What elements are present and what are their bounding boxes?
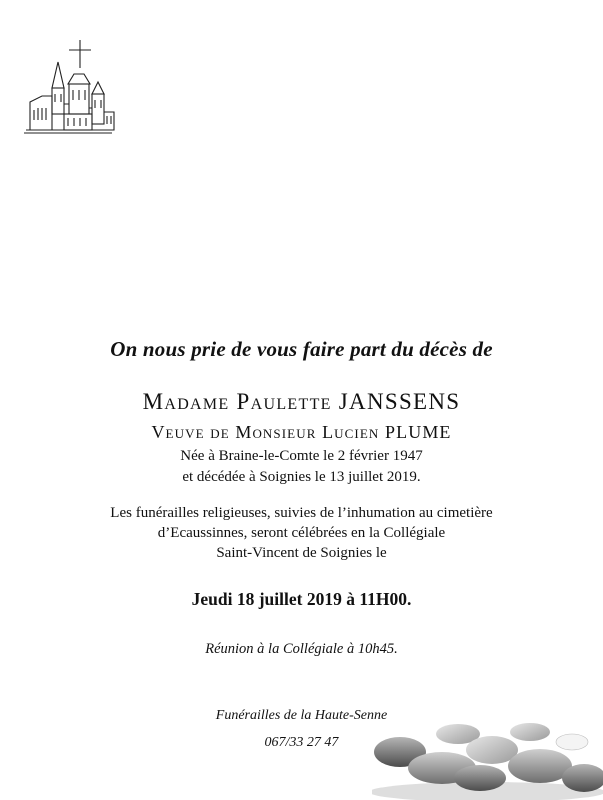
- widow-prefix: Veuve de Monsieur Lucien: [151, 422, 380, 442]
- announcement-intro: On nous prie de vous faire part du décès de: [110, 337, 493, 361]
- deceased-name-prefix: Madame Paulette: [142, 389, 332, 414]
- deceased-surname: JANSSENS: [338, 389, 461, 414]
- church-with-cross-icon: [24, 38, 116, 138]
- death-line: et décédée à Soignies le 13 juillet 2019.: [182, 469, 421, 485]
- widow-line: [0, 422, 603, 443]
- undertaker-name: Funérailles de la Haute-Senne: [215, 708, 388, 723]
- ceremony-date: Jeudi 18 juillet 2019 à 11H00.: [191, 589, 412, 609]
- meeting-note: Réunion à la Collégiale à 10h45.: [205, 641, 398, 657]
- funeral-line-2: d’Ecaussinnes, seront célébrées en la Collégiale: [157, 525, 446, 541]
- widow-surname: PLUME: [385, 422, 452, 442]
- funeral-line-1: Les funérailles religieuses, suivies de l’inhumation au cimetière: [110, 505, 493, 521]
- funeral-details: [0, 503, 603, 563]
- pebbles-image: [372, 712, 603, 800]
- funeral-line-3: Saint-Vincent de Soignies le: [216, 545, 387, 561]
- deceased-name: [0, 389, 603, 415]
- birth-line: Née à Braine-le-Comte le 2 février 1947: [180, 448, 423, 464]
- birth-death-details: [0, 446, 603, 488]
- undertaker-phone: 067/33 27 47: [264, 735, 339, 750]
